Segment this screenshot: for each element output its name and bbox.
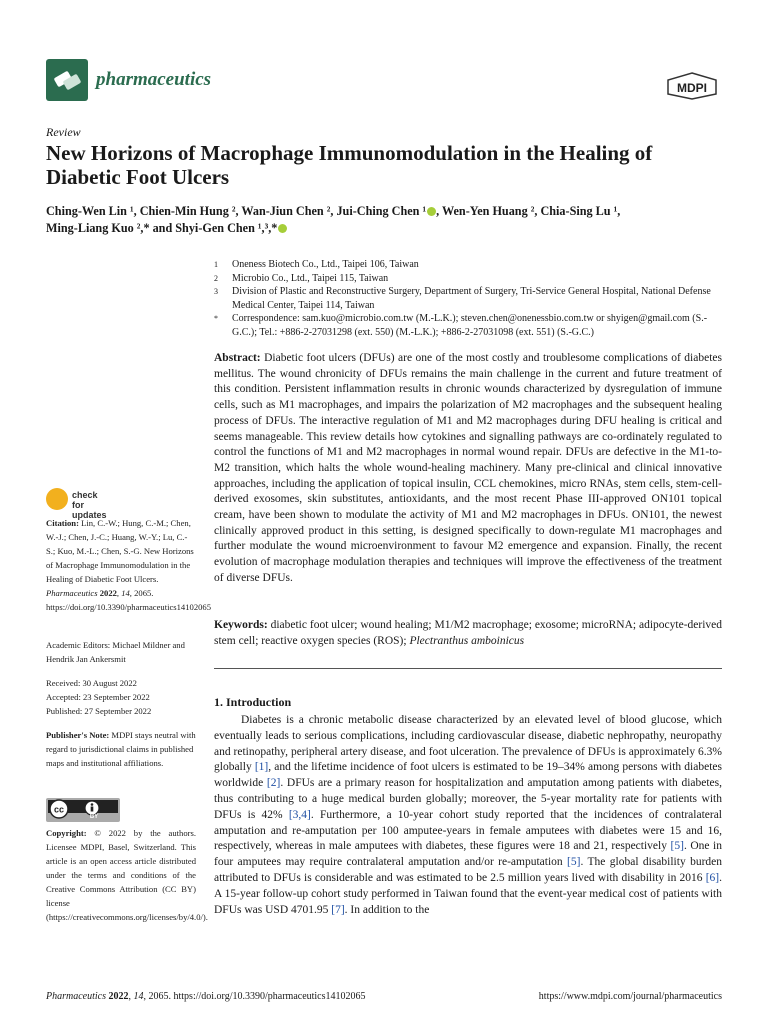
keywords (214, 618, 722, 649)
correspondence: * Correspondence: sam.kuo@microbio.com.tw (M.-L.K.); steven.chen@onenessbio.com.tw or shyigen@gmail.com (S.-G.C.); Tel.: +886-2-27031298 (ext. 550) (M.-L.K.); +886-2-27031098 (ext. 551) (S.-G.C.) (214, 313, 708, 338)
article-type: Review (46, 125, 81, 139)
keywords-text: diabetic foot ulcer; wound healing; M1/M2 macrophage; exosome; microRNA; adipocyte-derived stem cell; reactive oxygen species (ROS); (214, 619, 723, 647)
mdpi-logo[interactable] (666, 72, 718, 100)
section-heading: 1. Introduction (214, 695, 292, 709)
citation-link[interactable]: [1] (254, 761, 269, 774)
cc-by-license-icon[interactable] (46, 798, 120, 822)
journal-name[interactable]: pharmaceutics (96, 69, 212, 90)
citation-link[interactable]: [6] (705, 871, 720, 884)
cc-by-label: BY (89, 814, 99, 820)
orcid-icon[interactable] (278, 224, 287, 233)
authors-line1b[interactable]: , Wen-Yen Huang ², Chia-Sing Lu ¹, (436, 204, 621, 218)
keywords-italic: Plectranthus amboinicus (409, 634, 525, 647)
abstract-label: Abstract: (214, 352, 261, 364)
journal-logo-icon (46, 59, 88, 101)
orcid-icon[interactable] (427, 207, 436, 216)
authors-line1[interactable]: Ching-Wen Lin ¹, Chien-Min Hung ², Wan-Jiun Chen ², Jui-Ching Chen ¹ (46, 204, 427, 218)
svg-text:cc: cc (53, 804, 65, 815)
footer-citation: Pharmaceutics 2022, 14, 2065. https://doi.org/10.3390/pharmaceutics14102065 (46, 991, 366, 1002)
dates (46, 676, 196, 718)
received-date: Received: 30 August 2022 (46, 678, 137, 688)
footer-journal-url[interactable]: https://www.mdpi.com/journal/pharmaceutics (538, 991, 722, 1002)
copyright-block: Copyright: © 2022 by the authors. Licensee MDPI, Basel, Switzerland. This article is an open access article distributed under the terms and conditions of the Creative Commons Attribution (CC BY) license (https://creativecommons.org/licenses/by/4.0/). (46, 828, 208, 922)
academic-editors: Academic Editors: Michael Mildner and Hendrik Jan Ankersmit (46, 640, 185, 664)
abstract-text: Diabetic foot ulcers (DFUs) are one of the most costly and troublesome complications of diabetes mellitus. The wound chronicity of DFUs remains the main challenge in the current and future treatment of this condition. Persistent inflammation results in chronic wounds characterized by dysregulation of immune cells, such as M1 macrophages, and impairs the polarization of M2 macrophages and the subsequent healing process of DFUs. The interactive regulation of M1 and M2 macrophages during DFU healing is critical and seems manageable. This review details how cytokines and signalling pathways are co-ordinately regulated to control the functions of M1 and M2 macrophages in normal wound repair. DFUs are defective in the M1-to-M2 transition, which halts the whole wound-healing machinery. Many pre-clinical and clinical innovative approaches, including the application of topical insulin, CCL chemokines, micro RNAs, stem cells, stem-cell-derived exosomes, skin substitutes, antioxidants, and the most recent Phase III-approved ON101 topical cream, have been shown to modulate the activity of M1 and M2 macrophages in DFUs. ON101, the newest clinically approved product in this setting, is designed specifically to down-regulate M1 macrophages and further modulate the wound microenvironment to favour M2 emergence and expansion. Finally, the recent evolution of macrophage modulation therapies and techniques will improve the effectiveness of the treatment of diverse DFUs. (214, 352, 722, 584)
citation-link[interactable]: [2] (266, 777, 281, 790)
affiliations (214, 258, 729, 339)
footer-doi-link[interactable]: , 2065. https://doi.org/10.3390/pharmaceutics14102065 (143, 991, 366, 1002)
citation-link[interactable]: [3,4] (288, 808, 311, 821)
affiliation-item: 2 Microbio Co., Ltd., Taipei 115, Taiwan (214, 272, 389, 284)
citation-link[interactable]: [7] (331, 903, 345, 916)
author-list (46, 203, 736, 237)
publisher-note: Publisher's Note: MDPI stays neutral with regard to jurisdictional claims in published maps and institutional affiliations. (46, 730, 196, 768)
affiliation-item: 3 Division of Plastic and Reconstructive Surgery, Department of Surgery, Tri-Service General Hospital, National Defense Medical Center, Taipei 114, Taiwan (214, 286, 711, 311)
citation-block: Citation: Lin, C.-W.; Hung, C.-M.; Chen, W.-J.; Chen, J.-C.; Huang, W.-Y.; Lu, C.-S.; Kuo, M.-L.; Chen, S.-G. New Horizons of Macrophage Immunomodulation in the Healing of Diabetic Foot Ulcers. Pharmaceutics 2022, 14, 2065. https://doi.org/10.3390/pharmaceutics14102065 (46, 518, 212, 612)
section-divider (214, 668, 722, 669)
keywords-label: Keywords: (214, 619, 268, 631)
citation-link[interactable]: [5] (567, 856, 581, 869)
publisher-name: MDPI (677, 81, 707, 95)
abstract (214, 351, 722, 587)
published-date: Published: 27 September 2022 (46, 706, 152, 716)
check-updates-icon (46, 488, 68, 510)
affiliation-item: 1 Oneness Biotech Co., Ltd., Taipei 106, Taiwan (214, 259, 419, 270)
citation-link[interactable]: [5] (670, 840, 684, 853)
accepted-date: Accepted: 23 September 2022 (46, 692, 150, 702)
page-title: New Horizons of Macrophage Immunomodulation in the Healing of Diabetic Foot Ulcers (46, 141, 653, 189)
authors-line2[interactable]: Ming-Liang Kuo ²,* and Shyi-Gen Chen ¹,³,* (46, 221, 278, 235)
intro-paragraph: Diabetes is a chronic metabolic disease characterized by an elevated level of blood glucose, which eventually leads to serious complications, including cardiovascular disease, diabetic nephropathy, neuropathy and retinopathy, peripheral artery disease, and foot ulceration. The prevalence of DFUs is approximately 6.3% globally [1], and the lifetime incidence of foot ulcers is estimated to be 19–34% among persons with diabetes worldwide [2]. DFUs are a primary reason for hospitalization and amputation among patients with diabetes, thus contributing to a huge medical burden globally; moreover, the 5-year mortality rate for patients with DFUs is 42% [3,4]. Furthermore, a 10-year cohort study reported that the incidences of contralateral amputation and re-amputation per 100 amputee-years in female amputees with diabetes were 15 and 16, respectively, whereas in male amputees with diabetes, these figures were 18 and 21, respectively [5]. One in four amputees may require contralateral amputation and/or re-amputation [5]. The global disability burden attributed to DFUs is considerable and was estimated to be 2.5 million years lived with disability in 2016 [6]. A 15-year follow-up cohort study performed in Taiwan found that the event-year medical cost of patients with DFUs was USD 4701.95 [7]. In addition to the (214, 714, 723, 916)
citation-doi-link[interactable]: , 2065. https://doi.org/10.3390/pharmaceutics14102065 (46, 588, 212, 612)
